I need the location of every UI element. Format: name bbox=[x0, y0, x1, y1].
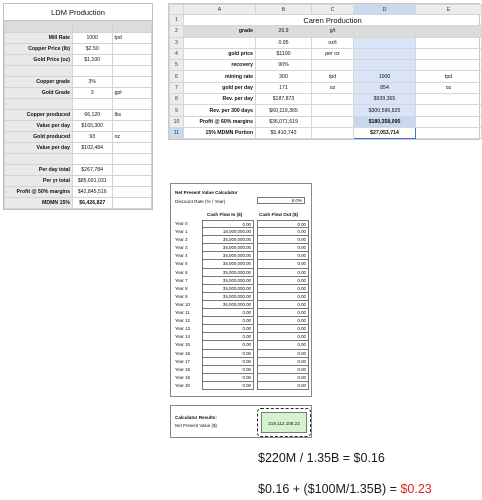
row-header[interactable]: 10 bbox=[170, 116, 184, 127]
ldm-value-cell[interactable]: 93 bbox=[73, 132, 113, 143]
caren-cell-d[interactable]: 854 bbox=[354, 82, 416, 93]
caren-cell-d[interactable]: $300,596,825 bbox=[354, 105, 416, 116]
ldm-value-cell[interactable] bbox=[73, 66, 113, 77]
caren-production-sheet bbox=[168, 3, 480, 140]
cell[interactable] bbox=[5, 22, 73, 33]
npv-year-row bbox=[175, 333, 309, 341]
ldm-label-cell[interactable]: Gold Price (oz) bbox=[5, 55, 73, 66]
year-label: Year 12 bbox=[175, 318, 190, 324]
cash-out-input[interactable]: 0.00 bbox=[257, 350, 309, 358]
caren-cell-a[interactable]: Rev. per day bbox=[184, 94, 256, 105]
cash-in-input[interactable]: 35,000,000.00 bbox=[202, 236, 254, 244]
ldm-value-cell[interactable]: 1000 bbox=[73, 33, 113, 44]
ldm-unit-cell[interactable] bbox=[112, 143, 152, 154]
year-label: Year 9 bbox=[175, 293, 188, 299]
npv-year-row bbox=[175, 301, 309, 309]
npv-year-row bbox=[175, 244, 309, 252]
select-all-corner[interactable] bbox=[170, 5, 184, 15]
cash-in-input[interactable]: 35,000,000.00 bbox=[202, 269, 254, 277]
ldm-unit-cell[interactable] bbox=[112, 154, 152, 165]
discount-rate-label: Discount Rate (% / Year) bbox=[175, 199, 226, 204]
ldm-unit-cell[interactable]: tpd bbox=[112, 33, 152, 44]
cash-out-input[interactable]: 0.00 bbox=[257, 333, 309, 341]
ldm-unit-cell[interactable] bbox=[112, 187, 152, 198]
ldm-row bbox=[5, 143, 152, 154]
ldm-unit-cell[interactable]: lbs bbox=[112, 110, 152, 121]
cash-out-input[interactable]: 0.00 bbox=[257, 260, 309, 268]
caren-cell-e[interactable] bbox=[416, 105, 482, 116]
ldm-row bbox=[5, 66, 152, 77]
cash-in-input[interactable]: 35,000,000.00 bbox=[202, 285, 254, 293]
npv-year-row bbox=[175, 358, 309, 366]
npv-year-row bbox=[175, 228, 309, 236]
caren-cell-e[interactable] bbox=[416, 26, 482, 37]
caren-cell-d[interactable] bbox=[354, 37, 416, 48]
caren-cell-c[interactable] bbox=[312, 116, 354, 127]
row-header[interactable]: 2 bbox=[170, 26, 184, 37]
ldm-value-cell[interactable] bbox=[73, 154, 113, 165]
cell[interactable] bbox=[73, 22, 113, 33]
ldm-unit-cell[interactable] bbox=[112, 77, 152, 88]
caren-cell-a[interactable]: Profit @ 60% margins bbox=[184, 116, 256, 127]
ldm-value-cell[interactable] bbox=[73, 99, 113, 110]
caren-cell-b[interactable]: 0.95 bbox=[256, 37, 312, 48]
calculator-results bbox=[170, 405, 312, 438]
caren-cell-c[interactable] bbox=[312, 60, 354, 71]
caren-cell-c[interactable]: oz bbox=[312, 82, 354, 93]
ldm-value-cell[interactable]: $42,845,516 bbox=[73, 187, 113, 198]
caren-cell-d[interactable]: 1000 bbox=[354, 71, 416, 82]
ldm-header-band bbox=[5, 22, 152, 33]
ldm-label-cell[interactable]: Per yr total bbox=[5, 176, 73, 187]
cash-in-input[interactable]: 35,000,000.00 bbox=[202, 244, 254, 252]
cash-out-input[interactable]: 0.00 bbox=[257, 309, 309, 317]
cash-in-input[interactable]: 35,000,000.00 bbox=[202, 277, 254, 285]
caren-cell-d[interactable] bbox=[354, 26, 416, 37]
ldm-row bbox=[5, 132, 152, 143]
npv-year-row bbox=[175, 382, 309, 390]
column-header-a[interactable]: A bbox=[184, 5, 256, 15]
cash-in-input[interactable]: 35,000,000.00 bbox=[202, 260, 254, 268]
ldm-label-cell[interactable]: Gold Grade bbox=[5, 88, 73, 99]
row-header[interactable]: 1 bbox=[170, 15, 184, 26]
ldm-value-cell[interactable]: $2.50 bbox=[73, 44, 113, 55]
ldm-label-cell[interactable]: Profit @ 50% margins bbox=[5, 187, 73, 198]
row-header[interactable]: 9 bbox=[170, 105, 184, 116]
npv-rows bbox=[175, 220, 309, 390]
ldm-sheet-title: LDM Production bbox=[4, 4, 152, 21]
cash-out-input[interactable]: 0.00 bbox=[257, 220, 309, 228]
ldm-label-cell[interactable]: Mill Rate bbox=[5, 33, 73, 44]
caren-cell-b[interactable]: 300 bbox=[256, 71, 312, 82]
caren-sheet-title[interactable]: Caren Production bbox=[184, 15, 482, 26]
caren-cell-d[interactable]: $27,053,714 bbox=[354, 127, 416, 138]
cash-out-input[interactable]: 0.00 bbox=[257, 382, 309, 390]
column-header-row bbox=[170, 5, 482, 15]
row-header[interactable]: 11 bbox=[170, 127, 184, 138]
cash-in-input[interactable]: 0.00 bbox=[202, 382, 254, 390]
column-header-e[interactable]: E bbox=[416, 5, 482, 15]
ldm-value-cell[interactable]: 3 bbox=[73, 88, 113, 99]
caren-cell-c[interactable]: per oz bbox=[312, 48, 354, 59]
year-label: Year 17 bbox=[175, 358, 190, 364]
caren-cell-d[interactable] bbox=[354, 60, 416, 71]
equation-line-2-result: $0.23 bbox=[400, 482, 432, 496]
ldm-label-cell[interactable] bbox=[5, 66, 73, 77]
row-header[interactable]: 5 bbox=[170, 60, 184, 71]
cash-in-input[interactable]: 35,000,000.00 bbox=[202, 301, 254, 309]
column-header-d[interactable]: D bbox=[354, 5, 416, 15]
ldm-label-cell[interactable] bbox=[5, 154, 73, 165]
ldm-unit-cell[interactable]: gpt bbox=[112, 88, 152, 99]
ldm-label-cell[interactable]: Copper grade bbox=[5, 77, 73, 88]
cash-in-input[interactable]: 35,000,000.00 bbox=[202, 293, 254, 301]
ldm-row bbox=[5, 187, 152, 198]
npv-year-row bbox=[175, 236, 309, 244]
npv-year-row bbox=[175, 285, 309, 293]
ldm-row bbox=[5, 44, 152, 55]
cash-out-input[interactable]: 0.00 bbox=[257, 358, 309, 366]
ldm-value-cell[interactable]: $102,484 bbox=[73, 143, 113, 154]
caren-table bbox=[169, 4, 482, 139]
cash-in-input[interactable]: 0.00 bbox=[202, 374, 254, 382]
npv-year-row bbox=[175, 277, 309, 285]
row-header[interactable]: 4 bbox=[170, 48, 184, 59]
caren-cell-a[interactable]: recovery bbox=[184, 60, 256, 71]
cash-out-input[interactable]: 0.00 bbox=[257, 285, 309, 293]
caren-cell-b[interactable]: 171 bbox=[256, 82, 312, 93]
npv-year-row bbox=[175, 220, 309, 228]
npv-year-row bbox=[175, 269, 309, 277]
caren-cell-b[interactable]: $5,410,743 bbox=[256, 127, 312, 138]
year-label: Year 6 bbox=[175, 269, 188, 275]
ldm-unit-cell[interactable] bbox=[112, 165, 152, 176]
ldm-row bbox=[5, 55, 152, 66]
caren-row bbox=[170, 116, 482, 127]
npv-year-row bbox=[175, 252, 309, 260]
caren-cell-c[interactable] bbox=[312, 94, 354, 105]
npv-result-label: Net Present Value ($) bbox=[175, 423, 217, 428]
caren-row bbox=[170, 105, 482, 116]
year-label: Year 11 bbox=[175, 310, 190, 316]
ldm-row bbox=[5, 110, 152, 121]
caren-cell-b[interactable]: $60,119,365 bbox=[256, 105, 312, 116]
ldm-unit-cell[interactable] bbox=[112, 198, 152, 209]
cash-in-header: Cash Flow In ($) bbox=[207, 212, 243, 217]
ldm-label-cell[interactable]: Gold produced bbox=[5, 132, 73, 143]
caren-cell-e[interactable] bbox=[416, 127, 482, 138]
year-label: Year 0 bbox=[175, 221, 188, 226]
ldm-row bbox=[5, 77, 152, 88]
cash-in-input[interactable]: 0.00 bbox=[202, 317, 254, 325]
ldm-unit-cell[interactable] bbox=[112, 99, 152, 110]
year-label: Year 3 bbox=[175, 245, 188, 251]
cash-out-input[interactable]: 0.00 bbox=[257, 228, 309, 236]
ldm-row bbox=[5, 121, 152, 132]
npv-year-row bbox=[175, 350, 309, 358]
caren-cell-a[interactable]: Rev. per 300 days bbox=[184, 105, 256, 116]
caren-row bbox=[170, 71, 482, 82]
equation-line-2 bbox=[258, 482, 432, 496]
ldm-value-cell[interactable]: $6,426,827 bbox=[73, 198, 113, 209]
ldm-row bbox=[5, 176, 152, 187]
cash-in-input[interactable]: 0.00 bbox=[202, 341, 254, 349]
caren-cell-a[interactable]: gold price bbox=[184, 48, 256, 59]
equation-line-1: $220M / 1.35B = $0.16 bbox=[258, 451, 385, 465]
cash-out-input[interactable]: 0.00 bbox=[257, 366, 309, 374]
npv-title: Net Present Value Calculator bbox=[175, 190, 238, 195]
year-label: Year 18 bbox=[175, 366, 190, 372]
ldm-row bbox=[5, 88, 152, 99]
caren-cell-e[interactable]: oz bbox=[416, 82, 482, 93]
npv-year-row bbox=[175, 309, 309, 317]
year-label: Year 10 bbox=[175, 301, 190, 307]
ldm-row bbox=[5, 198, 152, 209]
npv-calculator bbox=[170, 183, 312, 397]
npv-year-row bbox=[175, 366, 309, 374]
cell[interactable] bbox=[112, 22, 152, 33]
caren-cell-a[interactable]: 15% MDMN Portion bbox=[184, 127, 256, 138]
ldm-unit-cell[interactable] bbox=[112, 55, 152, 66]
row-header[interactable]: 8 bbox=[170, 94, 184, 105]
caren-cell-a[interactable] bbox=[184, 37, 256, 48]
cash-out-input[interactable]: 0.00 bbox=[257, 277, 309, 285]
row-header[interactable]: 3 bbox=[170, 37, 184, 48]
caren-cell-b[interactable]: $1100 bbox=[256, 48, 312, 59]
ldm-label-cell[interactable]: Per day total bbox=[5, 165, 73, 176]
caren-cell-c[interactable]: g/t bbox=[312, 26, 354, 37]
caren-cell-a[interactable]: grade bbox=[184, 26, 256, 37]
cash-in-input[interactable]: 0.00 bbox=[202, 220, 254, 228]
ldm-label-cell[interactable] bbox=[5, 99, 73, 110]
caren-cell-e[interactable] bbox=[416, 116, 482, 127]
cash-out-input[interactable]: 0.00 bbox=[257, 301, 309, 309]
caren-cell-e[interactable] bbox=[416, 48, 482, 59]
caren-row bbox=[170, 127, 482, 138]
caren-row bbox=[170, 82, 482, 93]
caren-cell-e[interactable] bbox=[416, 94, 482, 105]
year-label: Year 1 bbox=[175, 229, 188, 235]
cash-in-input[interactable]: 0.00 bbox=[202, 350, 254, 358]
cash-in-input[interactable]: 0.00 bbox=[202, 333, 254, 341]
cash-out-input[interactable]: 0.00 bbox=[257, 236, 309, 244]
results-title: Calculator Results: bbox=[175, 415, 217, 420]
year-label: Year 16 bbox=[175, 350, 190, 356]
caren-cell-d[interactable]: $180,358,095 bbox=[354, 116, 416, 127]
ldm-unit-cell[interactable] bbox=[112, 44, 152, 55]
row-header[interactable]: 6 bbox=[170, 71, 184, 82]
npv-year-row bbox=[175, 293, 309, 301]
cash-in-input[interactable]: 0.00 bbox=[202, 325, 254, 333]
caren-cell-b[interactable]: 90% bbox=[256, 60, 312, 71]
npv-year-row bbox=[175, 325, 309, 333]
ldm-value-cell[interactable]: 3% bbox=[73, 77, 113, 88]
year-label: Year 20 bbox=[175, 382, 190, 388]
npv-year-row bbox=[175, 341, 309, 349]
year-label: Year 15 bbox=[175, 342, 190, 348]
caren-cell-e[interactable]: tpd bbox=[416, 71, 482, 82]
ldm-unit-cell[interactable] bbox=[112, 176, 152, 187]
caren-cell-b[interactable]: $36,071,619 bbox=[256, 116, 312, 127]
ldm-value-cell[interactable]: $85,691,031 bbox=[73, 176, 113, 187]
ldm-label-cell[interactable]: Copper produced bbox=[5, 110, 73, 121]
caren-row bbox=[170, 37, 482, 48]
npv-highlight-box bbox=[257, 408, 311, 437]
ldm-value-cell[interactable]: $165,300 bbox=[73, 121, 113, 132]
caren-row bbox=[170, 26, 482, 37]
year-label: Year 4 bbox=[175, 253, 188, 259]
cash-out-input[interactable]: 0.00 bbox=[257, 374, 309, 382]
caren-cell-b[interactable]: $187,873 bbox=[256, 94, 312, 105]
ldm-label-cell[interactable]: Value per day bbox=[5, 143, 73, 154]
ldm-unit-cell[interactable] bbox=[112, 121, 152, 132]
caren-cell-e[interactable] bbox=[416, 37, 482, 48]
cash-out-input[interactable]: 0.00 bbox=[257, 293, 309, 301]
cash-in-input[interactable]: 18,000,000.00 bbox=[202, 228, 254, 236]
ldm-row bbox=[5, 165, 152, 176]
ldm-unit-cell[interactable] bbox=[112, 66, 152, 77]
caren-cell-d[interactable]: $939,365 bbox=[354, 94, 416, 105]
cash-out-input[interactable]: 0.00 bbox=[257, 252, 309, 260]
caren-cell-b[interactable]: 26.9 bbox=[256, 26, 312, 37]
caren-cell-c[interactable] bbox=[312, 127, 354, 138]
discount-rate-input[interactable]: 8.0% bbox=[257, 197, 305, 204]
ldm-label-cell[interactable]: Copper Price (lb) bbox=[5, 44, 73, 55]
npv-year-row bbox=[175, 317, 309, 325]
caren-cell-d[interactable] bbox=[354, 48, 416, 59]
year-label: Year 2 bbox=[175, 237, 188, 243]
npv-result-value[interactable]: 219,112,108.22 bbox=[261, 412, 307, 433]
ldm-label-cell[interactable]: Value per day bbox=[5, 121, 73, 132]
ldm-value-cell[interactable]: 66,120 bbox=[73, 110, 113, 121]
caren-row bbox=[170, 60, 482, 71]
ldm-value-cell[interactable]: $1,100 bbox=[73, 55, 113, 66]
ldm-row bbox=[5, 99, 152, 110]
caren-cell-c[interactable]: oz/t bbox=[312, 37, 354, 48]
cash-in-input[interactable]: 35,000,000.00 bbox=[202, 252, 254, 260]
year-label: Year 7 bbox=[175, 277, 188, 283]
equation-line-2-text: $0.16 + ($100M/1.35B) = bbox=[258, 482, 401, 496]
ldm-label-cell[interactable]: MDMN 15% bbox=[5, 198, 73, 209]
year-label: Year 8 bbox=[175, 285, 188, 291]
ldm-table bbox=[4, 21, 152, 209]
npv-year-row bbox=[175, 260, 309, 268]
cash-out-input[interactable]: 0.00 bbox=[257, 325, 309, 333]
cash-out-input[interactable]: 0.00 bbox=[257, 244, 309, 252]
caren-cell-c[interactable]: tpd bbox=[312, 71, 354, 82]
caren-cell-e[interactable] bbox=[416, 60, 482, 71]
caren-row bbox=[170, 48, 482, 59]
ldm-unit-cell[interactable]: oz bbox=[112, 132, 152, 143]
cash-out-input[interactable]: 0.00 bbox=[257, 269, 309, 277]
cash-in-input[interactable]: 0.00 bbox=[202, 309, 254, 317]
year-label: Year 5 bbox=[175, 261, 188, 267]
cash-out-input[interactable]: 0.00 bbox=[257, 317, 309, 325]
caren-cell-a[interactable]: mining rate bbox=[184, 71, 256, 82]
ldm-row bbox=[5, 33, 152, 44]
npv-year-row bbox=[175, 374, 309, 382]
column-header-c[interactable]: C bbox=[312, 5, 354, 15]
year-label: Year 19 bbox=[175, 374, 190, 380]
cash-out-header: Cash Flow Out ($) bbox=[259, 212, 299, 217]
caren-cell-a[interactable]: gold per day bbox=[184, 82, 256, 93]
cash-in-input[interactable]: 0.00 bbox=[202, 366, 254, 374]
ldm-production-sheet bbox=[3, 3, 153, 210]
cash-out-input[interactable]: 0.00 bbox=[257, 341, 309, 349]
year-label: Year 14 bbox=[175, 334, 190, 340]
ldm-value-cell[interactable]: $267,784 bbox=[73, 165, 113, 176]
year-label: Year 13 bbox=[175, 326, 190, 332]
caren-row bbox=[170, 94, 482, 105]
column-header-b[interactable]: B bbox=[256, 5, 312, 15]
row-header[interactable]: 7 bbox=[170, 82, 184, 93]
ldm-row bbox=[5, 154, 152, 165]
caren-row bbox=[170, 15, 482, 26]
caren-cell-c[interactable] bbox=[312, 105, 354, 116]
cash-in-input[interactable]: 0.00 bbox=[202, 358, 254, 366]
